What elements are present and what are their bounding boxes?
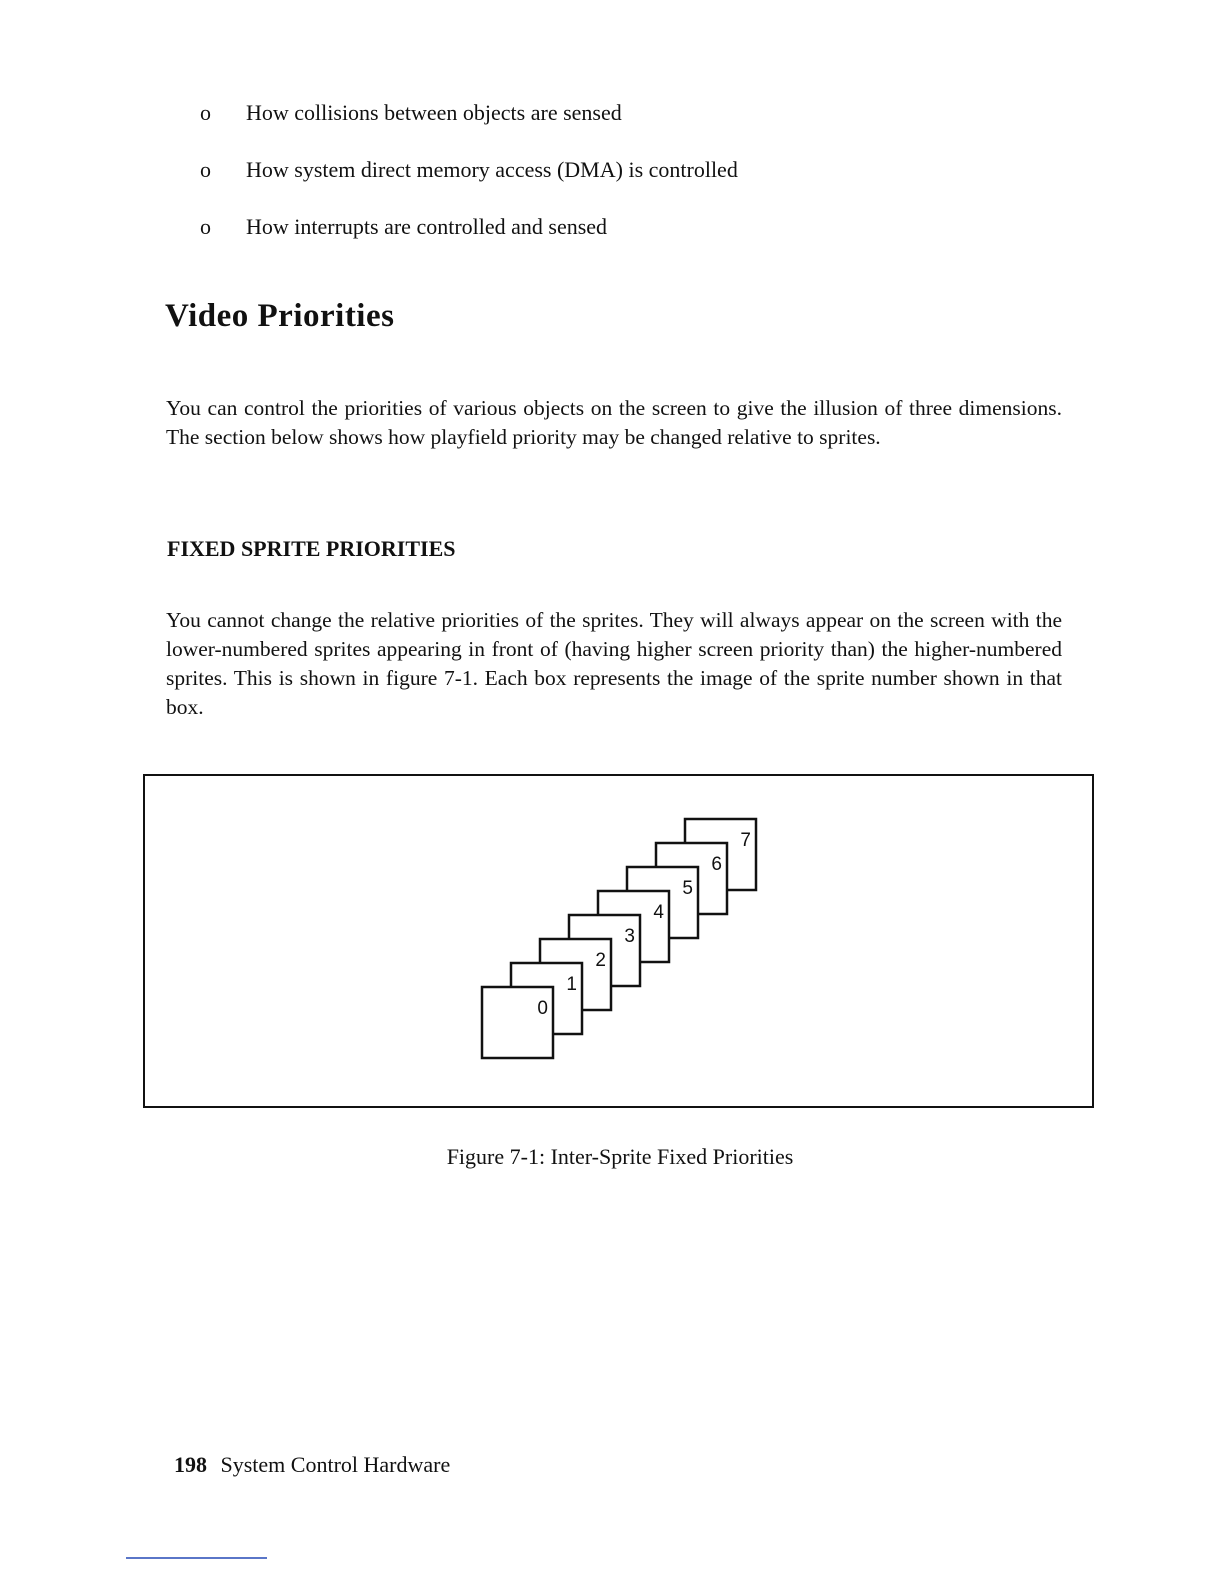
subsection-heading: FIXED SPRITE PRIORITIES [167, 536, 456, 561]
sprite-number-label: 0 [537, 998, 548, 1019]
section-heading: Video Priorities [165, 298, 395, 334]
bullet-text: How collisions between objects are sensed [246, 100, 622, 125]
sprite-number-label: 3 [624, 926, 635, 947]
sprite-number-label: 7 [740, 830, 751, 851]
bullet-marker: o [200, 214, 211, 239]
bullet-text: How system direct memory access (DMA) is controlled [246, 157, 738, 182]
subsection-paragraph: You cannot change the relative priorities of the sprites. They will always appear on the screen with the lower-numbered sprites appearing in front of (having higher screen priority than) the higher-numbered sprites. This is shown in figure 7-1. Each box represents the image of the sprite number shown in that box. [166, 608, 1062, 719]
figure-caption: Figure 7-1: Inter-Sprite Fixed Priorities [446, 1144, 794, 1169]
bottom-rule [126, 1557, 267, 1559]
sprite-number-label: 6 [711, 854, 722, 875]
section-paragraph: You can control the priorities of various objects on the screen to give the illusion of three dimensions. The section below shows how playfield priority may be changed relative to sprites. [166, 396, 1062, 449]
bullet-marker: o [200, 157, 211, 182]
sprite-number-label: 5 [682, 878, 693, 899]
page-number: 198 [174, 1452, 207, 1477]
sprite-number-label: 4 [653, 902, 664, 923]
sprite-diagram [145, 776, 1092, 1106]
footer-title: System Control Hardware [220, 1452, 451, 1477]
figure-frame [143, 774, 1094, 1108]
bullet-text: How interrupts are controlled and sensed [246, 214, 608, 239]
sprite-number-label: 2 [595, 950, 606, 971]
list-item [200, 96, 1100, 153]
list-item [200, 210, 1100, 267]
bullet-list [200, 96, 1100, 267]
sprite-number-label: 1 [566, 974, 577, 995]
bullet-marker: o [200, 100, 211, 125]
page-footer [174, 1452, 450, 1478]
sprite-box-0 [482, 987, 553, 1058]
list-item [200, 153, 1100, 210]
